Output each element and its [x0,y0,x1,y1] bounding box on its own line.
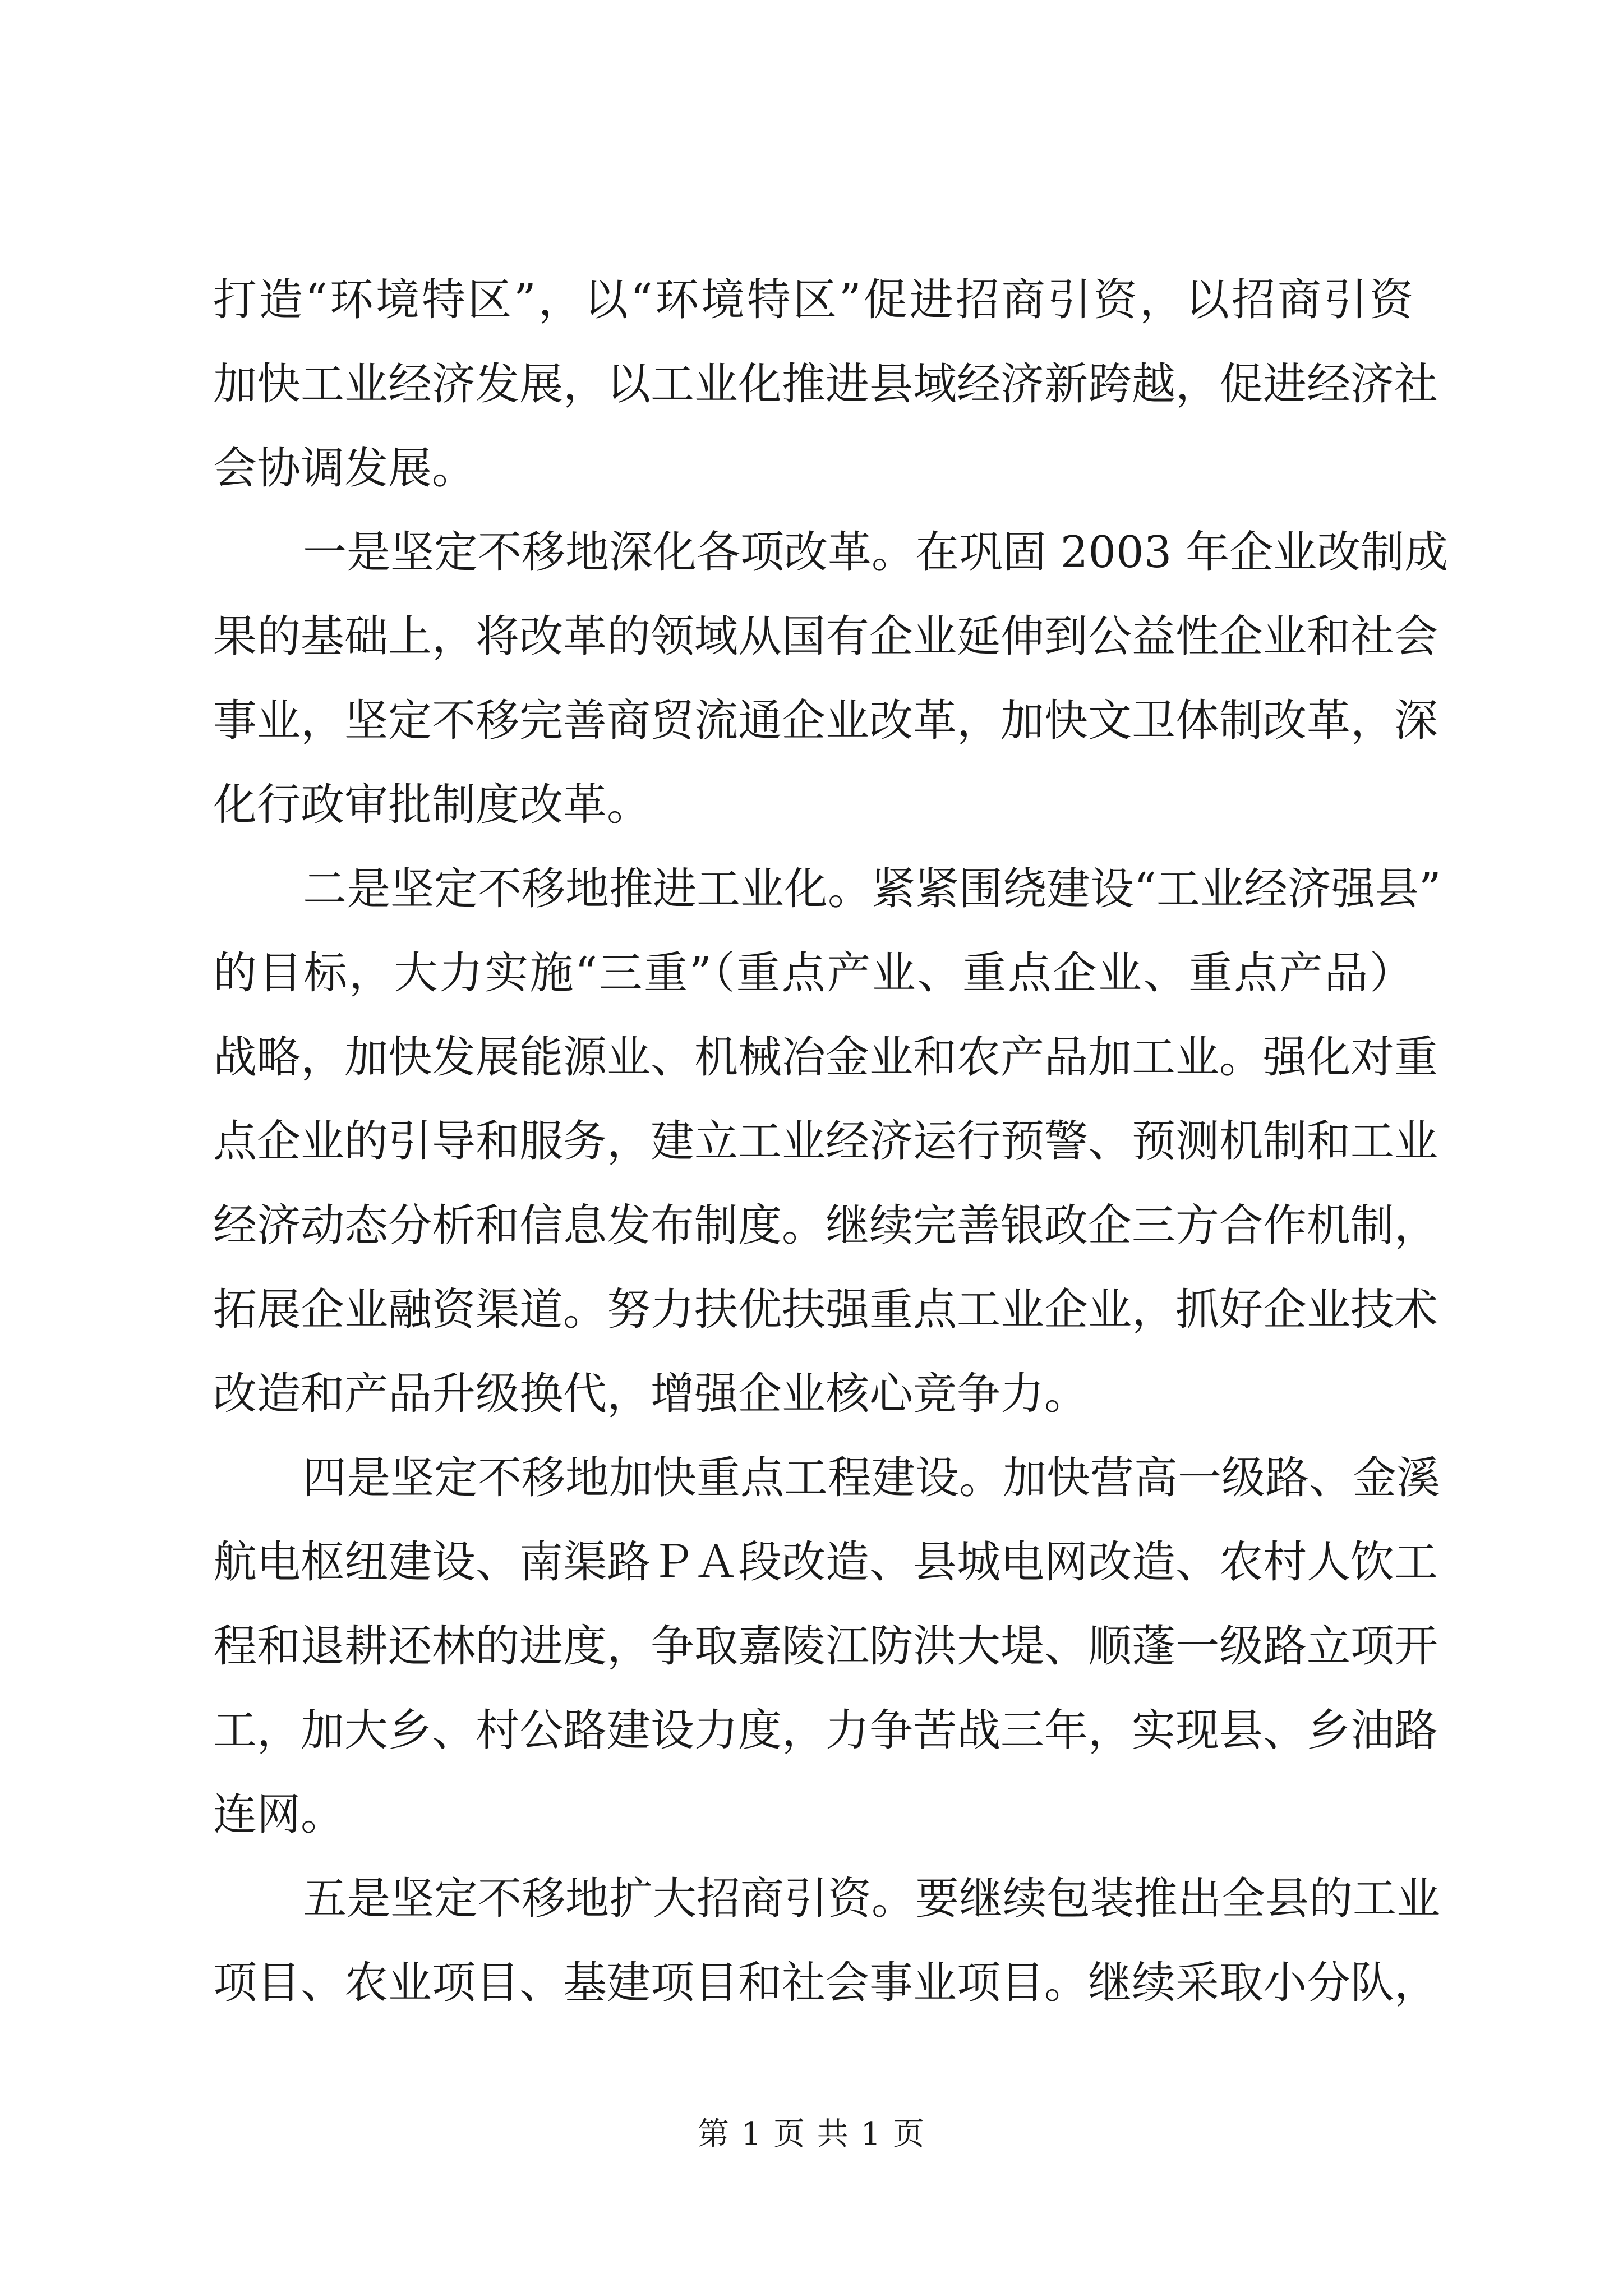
text-line: 的目标，大力实施“三重”（重点产业、重点企业、重点产品） [213,948,1413,999]
text-line: 经济动态分析和信息发布制度。继续完善银政企三方合作机制， [213,1200,1438,1251]
paragraph-start-line: 二是坚定不移地推进工业化。紧紧围绕建设“工业经济强县” [303,864,1441,914]
paragraph-start-line: 一是坚定不移地深化各项改革。在巩固 2003 年企业改制成 [303,527,1449,578]
document-body [213,258,1449,2025]
text-line: 工，加大乡、村公路建设力度，力争苦战三年，实现县、乡油路 [213,1705,1438,1756]
text-line: 点企业的引导和服务，建立工业经济运行预警、预测机制和工业 [213,1116,1438,1167]
text-line: 连网。 [213,1789,345,1840]
text-line: 程和退耕还林的进度，争取嘉陵江防洪大堤、顺蓬一级路立项开 [213,1621,1438,1672]
text-line: 项目、农业项目、基建项目和社会事业项目。继续采取小分队， [213,1958,1438,2008]
text-line: 加快工业经济发展，以工业化推进县域经济新跨越，促进经济社 [213,359,1438,409]
text-line: 战略，加快发展能源业、机械冶金业和农产品加工业。强化对重 [213,1032,1438,1083]
text-line: 果的基础上，将改革的领域从国有企业延伸到公益性企业和社会 [213,611,1438,662]
text-line: 事业，坚定不移完善商贸流通企业改革，加快文卫体制改革，深 [213,696,1438,746]
paragraph-start-line: 五是坚定不移地扩大招商引资。要继续包装推出全县的工业 [303,1874,1441,1924]
text-line: 航电枢纽建设、南渠路ＰＡ段改造、县城电网改造、农村人饮工 [213,1537,1438,1588]
text-line: 改造和产品升级换代，增强企业核心竞争力。 [213,1369,1089,1419]
text-line: 打造“环境特区”，以“环境特区”促进招商引资，以招商引资 [213,275,1413,325]
text-line: 拓展企业融资渠道。努力扶优扶强重点工业企业，抓好企业技术 [213,1285,1438,1335]
text-line: 化行政审批制度改革。 [213,780,651,830]
text-line: 会协调发展。 [213,443,476,494]
page-footer: 第 1 页 共 1 页 [697,2116,926,2152]
paragraph-start-line: 四是坚定不移地加快重点工程建设。加快营高一级路、金溪 [303,1453,1441,1503]
